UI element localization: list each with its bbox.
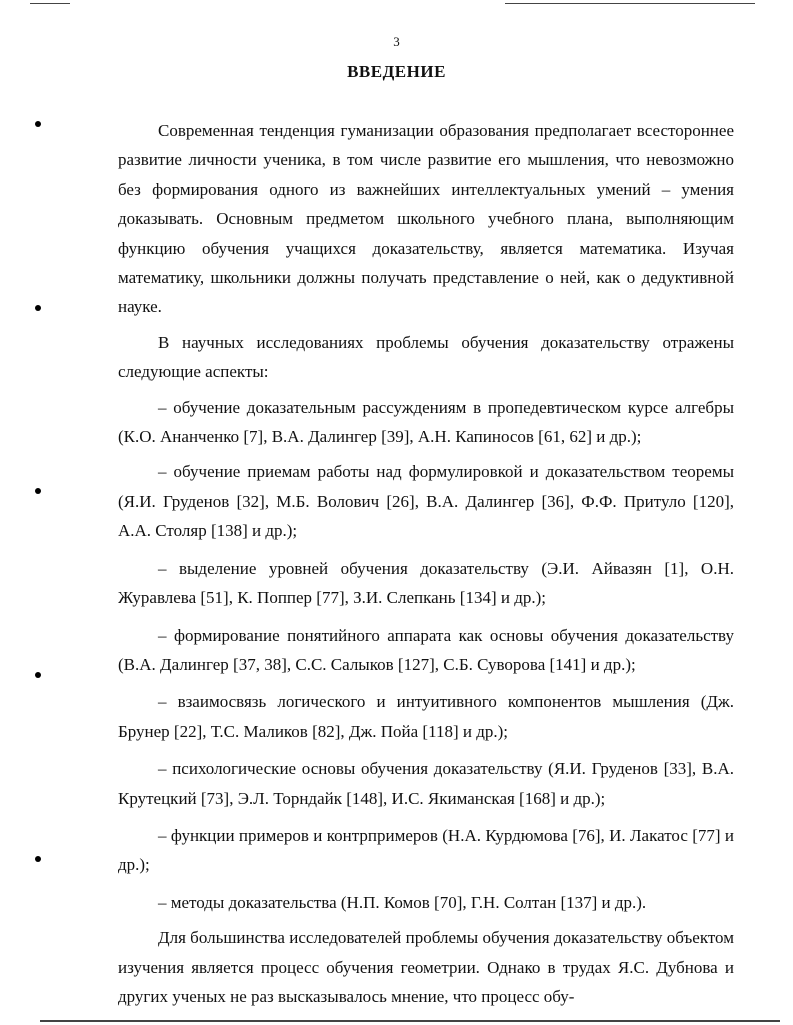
binding-hole	[35, 305, 41, 311]
list-item: – взаимосвязь логического и интуитивного компонентов мышления (Дж. Брунер [22], Т.С. Маликов [82], Дж. Пойа [118] и др.);	[118, 692, 734, 741]
paragraph: Современная тенденция гуманизации образования предполагает всестороннее развитие личности ученика, в том числе развитие его мышления, что невозможно без формирования одного из важнейших интеллектуальных умений – умения доказывать. Основным предметом школьного учебного плана, выполняющим функцию обучения учащихся доказательству, является математика. Изучая математику, школьники должны получать представление о ней, как о дедуктивной науке.	[118, 121, 734, 317]
body-text	[118, 116, 734, 1011]
scan-artifact-top-right	[505, 3, 755, 4]
list-item: – выделение уровней обучения доказательству (Э.И. Айвазян [1], О.Н. Журавлева [51], К. Поппер [77], З.И. Слепкань [134] и др.);	[118, 558, 734, 608]
paragraph: В научных исследованиях проблемы обучения доказательству отражены следующие аспекты:	[118, 332, 734, 382]
list-item: – психологические основы обучения доказательству (Я.И. Груденов [33], В.А. Крутецкий [73], Э.Л. Торндайк [148], И.С. Якиманская [168] и др.);	[118, 759, 734, 808]
binding-hole	[35, 856, 41, 862]
list-item: – методы доказательства (Н.П. Комов [70], Г.Н. Солтан [137] и др.).	[158, 892, 647, 912]
binding-hole	[35, 121, 41, 127]
paragraph: Для большинства исследователей проблемы обучения доказательству объектом изучения является процесс обучения геометрии. Однако в трудах Я.С. Дубнова и других ученых не раз высказывалось мнение, что процесс обу-	[118, 928, 734, 1006]
list-item: – обучение приемам работы над формулировкой и доказательством теоремы (Я.И. Груденов [32], М.Б. Волович [26], В.А. Далингер [36], Ф.Ф. Притуло [120], А.А. Столяр [138] и др.);	[118, 462, 734, 541]
section-heading: ВВЕДЕНИЕ	[347, 62, 446, 81]
binding-hole	[35, 488, 41, 494]
list-item: – обучение доказательным рассуждениям в пропедевтическом курсе алгебры (К.О. Ананченко [7], В.А. Далингер [39], А.Н. Капиносов [61, 62] и др.);	[118, 397, 734, 447]
binding-hole	[35, 672, 41, 678]
scan-artifact-top-left	[30, 3, 70, 4]
page-number: 3	[393, 34, 400, 49]
list-item: – функции примеров и контрпримеров (Н.А. Курдюмова [76], И. Лакатос [77] и др.);	[118, 825, 734, 875]
list-item: – формирование понятийного аппарата как основы обучения доказательству (В.А. Далингер [37, 38], С.С. Салыков [127], С.Б. Суворова [141] и др.);	[118, 625, 734, 674]
scan-artifact-bottom	[40, 1020, 780, 1022]
